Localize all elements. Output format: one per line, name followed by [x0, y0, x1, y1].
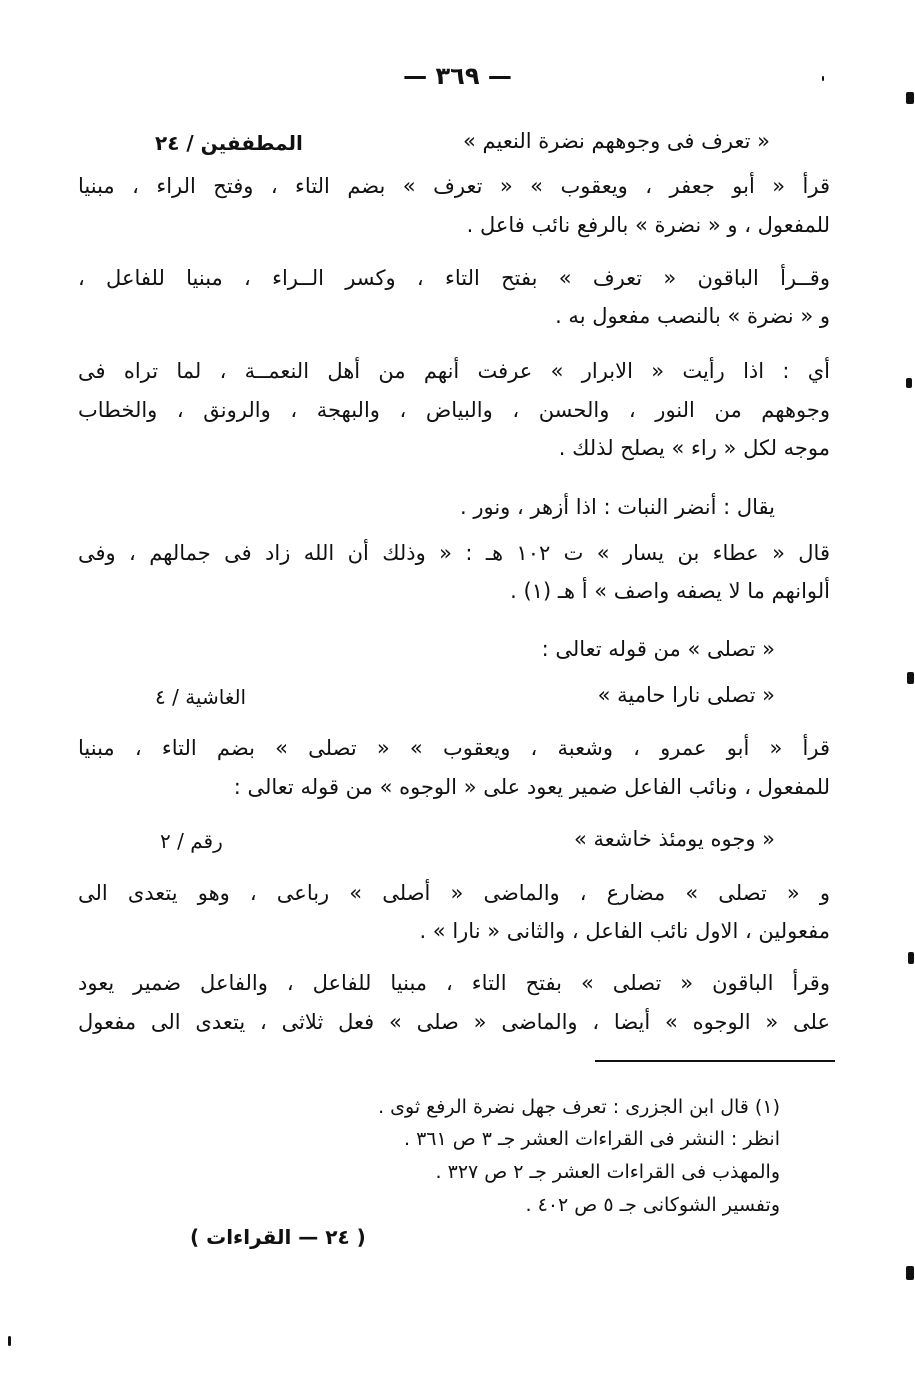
verse-quote-3: « وجوه يومئذ خاشعة »	[573, 827, 775, 851]
paragraph-7-line-2: للمفعول ، ونائب الفاعل ضمير يعود على « الوجوه » من قوله تعالى :	[233, 775, 830, 799]
paragraph-2-line-2: و « نضرة » بالنصب مفعول به .	[555, 304, 830, 328]
paragraph-5-line-2: ألوانهم ما لا يصفه واصف » أ هـ (١) .	[510, 579, 830, 603]
scan-edge-mark	[906, 378, 912, 388]
paragraph-3-line-3: موجه لكل « راء » يصلح لذلك .	[558, 436, 830, 460]
paragraph-3-line-2: وجوههم من النور ، والحسن ، والبياض ، والبهجة ، والرونق ، والخطاب	[78, 398, 830, 422]
verse-reference-1: المطففين / ٢٤	[155, 131, 303, 155]
footnote-line-3: والمهذب فى القراءات العشر جـ ٢ ص ٣٢٧ .	[435, 1161, 780, 1183]
verse-quote-1: « تعرف فى وجوههم نضرة النعيم »	[463, 129, 770, 153]
paragraph-8-line-1: و « تصلى » مضارع ، والماضى « أصلى » رباعى ، وهو يتعدى الى	[78, 881, 830, 905]
paragraph-8-line-2: مفعولين ، الاول نائب الفاعل ، والثانى « نارا » .	[419, 919, 830, 943]
scan-speck	[822, 76, 824, 81]
paragraph-1-line-1: قرأ « أبو جعفر ، ويعقوب » « تعرف » بضم التاء ، وفتح الراء ، مبنيا	[78, 174, 830, 198]
paragraph-9-line-2: على « الوجوه » أيضا ، والماضى « صلى » فعل ثلاثى ، يتعدى الى مفعول	[78, 1010, 830, 1034]
paragraph-1-line-2: للمفعول ، و « نضرة » بالرفع نائب فاعل .	[466, 213, 830, 237]
scan-edge-mark	[906, 92, 914, 104]
signature-mark: ( ٢٤ — القراءات )	[190, 1225, 366, 1249]
paragraph-5-line-1: قال « عطاء بن يسار » ت ١٠٢ هـ : « وذلك أن الله زاد فى جمالهم ، وفى	[78, 541, 830, 565]
scan-edge-mark	[906, 1266, 914, 1280]
scan-edge-mark	[908, 952, 914, 964]
scan-edge-mark	[907, 672, 914, 684]
paragraph-4: يقال : أنضر النبات : اذا أزهر ، ونور .	[460, 495, 775, 519]
paragraph-9-line-1: وقرأ الباقون « تصلى » بفتح التاء ، مبنيا للفاعل ، والفاعل ضمير يعود	[78, 971, 830, 995]
footnote-line-4: وتفسير الشوكانى جـ ٥ ص ٤٠٢ .	[525, 1194, 780, 1216]
footnote-line-1: (١) قال ابن الجزرى : تعرف جهل نضرة الرفع ثوى .	[378, 1096, 780, 1118]
verse-quote-2: « تصلى نارا حامية »	[597, 683, 775, 707]
scan-edge-mark	[8, 1336, 11, 1346]
paragraph-7-line-1: قرأ « أبو عمرو ، وشعبة ، ويعقوب » « تصلى » بضم التاء ، مبنيا	[78, 736, 830, 760]
footnote-divider	[595, 1060, 835, 1062]
paragraph-2-line-1: وقــرأ الباقون « تعرف » بفتح التاء ، وكسر الــراء ، مبنيا للفاعل ،	[78, 266, 830, 290]
page-number: — ٣٦٩ —	[403, 62, 512, 90]
footnote-line-2: انظر : النشر فى القراءات العشر جـ ٣ ص ٣٦١ .	[404, 1128, 780, 1150]
paragraph-6: « تصلى » من قوله تعالى :	[541, 637, 775, 661]
verse-reference-3: رقم / ٢	[160, 829, 223, 853]
verse-reference-2: الغاشية / ٤	[155, 685, 247, 709]
paragraph-3-line-1: أي : اذا رأيت « الابرار » عرفت أنهم من أهل النعمــة ، لما تراه فى	[78, 359, 830, 383]
